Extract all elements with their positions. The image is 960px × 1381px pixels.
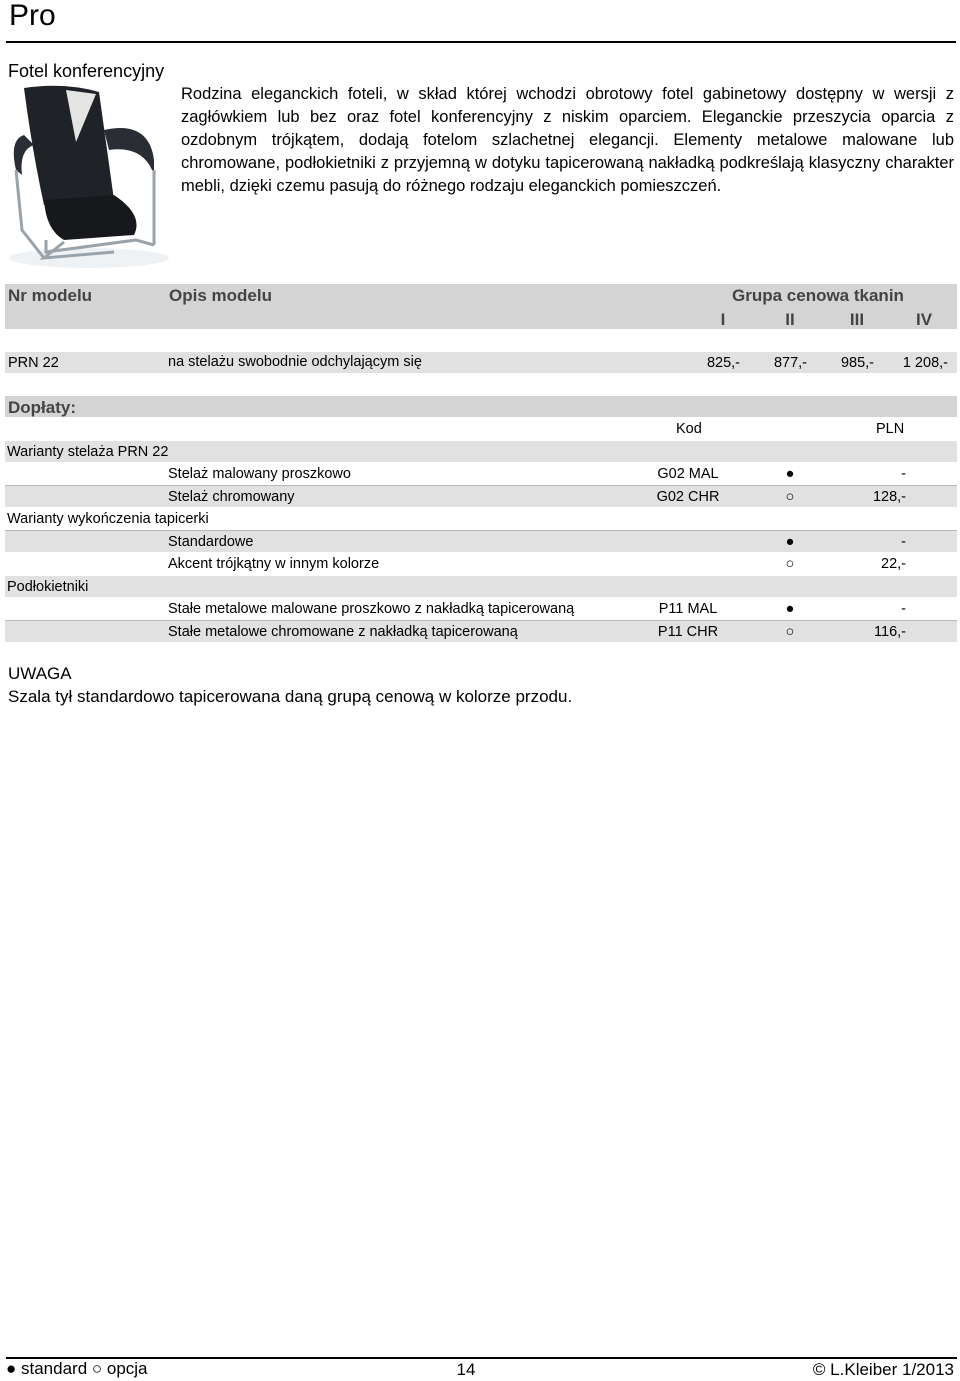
item-price: - [901,466,906,482]
col-header-opis: Opis modelu [169,286,272,305]
price-group-iii: III [849,310,865,329]
price-group-iv: IV [915,310,933,329]
chair-image [4,80,174,272]
col-header-kod: Kod [676,421,702,437]
price-iv: 1 208,- [902,355,948,371]
note-text: Szala tył standardowo tapicerowana daną grupą cenową w kolorze przodu. [8,687,573,706]
item-name: Stelaż malowany proszkowo [168,466,351,482]
model-description: na stelażu swobodnie odchylającym się [168,354,422,370]
item-price: 116,- [874,624,906,640]
section-label: Podłokietniki [7,579,89,595]
item-name: Stałe metalowe chromowane z nakładką tapicerowaną [168,624,518,640]
section-label: Warianty wykończenia tapicerki [7,511,209,527]
item-name: Akcent trójkątny w innym kolorze [168,556,380,572]
item-price: 22,- [881,556,906,572]
surcharges-title: Dopłaty: [8,398,76,417]
product-subtitle: Fotel konferencyjny [8,61,165,81]
page-number: 14 [456,1360,476,1379]
option-circle-icon: ○ [785,624,795,640]
col-header-grupa: Grupa cenowa tkanin [732,286,904,305]
item-code: G02 MAL [657,466,719,482]
legend: ● standard ○ opcja [6,1359,148,1378]
item-price: 128,- [872,489,906,505]
item-name: Stałe metalowe malowane proszkowo z nakładką tapicerowaną [168,601,575,617]
table-row [5,486,957,507]
surcharges-header [5,396,957,417]
title-divider [6,41,956,43]
copyright: © L.Kleiber 1/2013 [812,1360,954,1379]
item-price: - [901,601,906,617]
table-row [5,531,957,552]
item-code: P11 MAL [658,601,718,617]
model-number: PRN 22 [8,355,59,371]
col-header-pln: PLN [876,421,905,437]
col-header-nr: Nr modelu [8,286,93,305]
price-i: 825,- [706,355,740,371]
page-title: Pro [9,0,56,32]
product-description: Rodzina eleganckich foteli, w skład której wchodzi obrotowy fotel gabinetowy dostępny w wersji z zagłówkiem lub bez oraz fotel konferencyjny z niskim oparciem. Eleganckie przeszycia oparcia z ozdobnym trójkątem, dodają fotelom szlachetnej elegancji. Elementy metalowe malowane lub chromowane, podłokietniki z przyjemną w dotyku tapicerowaną nakładką podkreślają klasyczny charakter mebli, dzięki czemu pasują do różnego rodzaju eleganckich pomieszczeń. [181,85,954,195]
standard-dot-icon: ● [785,534,795,550]
price-group-ii: II [785,310,795,329]
section-label: Warianty stelaża PRN 22 [7,444,169,460]
standard-dot-icon: ● [785,466,795,482]
footer-divider [6,1357,957,1359]
item-name: Standardowe [168,534,254,550]
option-circle-icon: ○ [785,489,795,505]
price-iii: 985,- [840,355,874,371]
standard-dot-icon: ● [785,601,795,617]
note-title: UWAGA [8,664,72,683]
section-row [5,576,957,597]
price-ii: 877,- [773,355,807,371]
item-code: P11 CHR [657,624,719,640]
option-circle-icon: ○ [785,556,795,572]
item-name: Stelaż chromowany [168,489,295,505]
price-group-i: I [720,310,726,329]
item-code: G02 CHR [656,489,720,505]
item-price: - [901,534,906,550]
